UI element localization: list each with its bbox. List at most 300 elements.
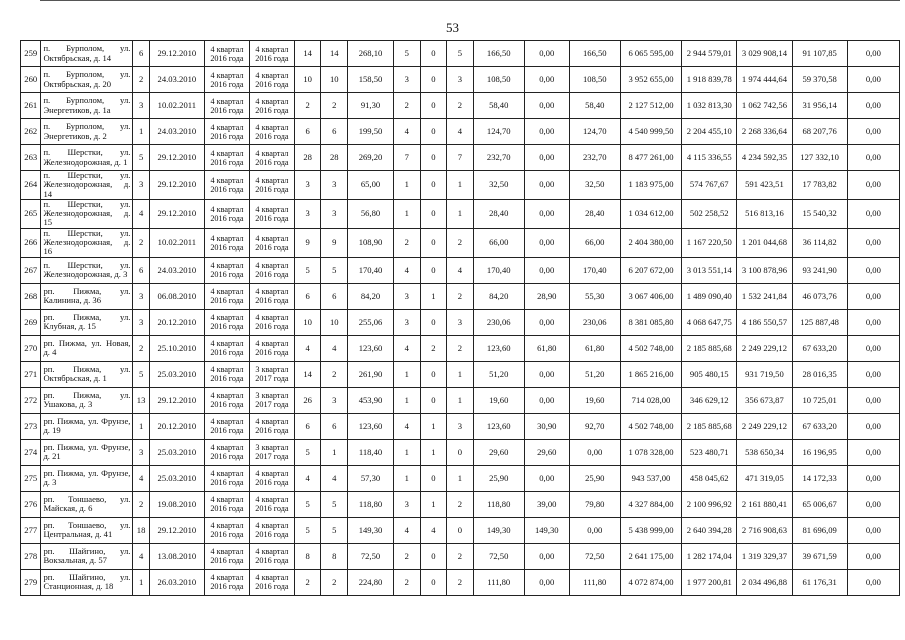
cell-row-number: 265 (21, 199, 41, 228)
cell-quarter-start: 4 квартал 2016 года (204, 439, 249, 465)
cell-rooms-total: 2 (394, 228, 421, 257)
cell-rooms-a: 0 (420, 465, 447, 491)
cell-area-a: 0,00 (524, 228, 569, 257)
cell-fund-source-1: 1 918 839,78 (682, 67, 737, 93)
cell-area-total: 57,30 (348, 465, 394, 491)
cell-date: 24.03.2010 (149, 119, 204, 145)
cell-area-relocated: 166,50 (473, 41, 524, 67)
cell-rooms-total: 4 (394, 517, 421, 543)
cell-rooms-total: 1 (394, 199, 421, 228)
cell-fund-source-3: 81 696,09 (792, 517, 847, 543)
cell-date: 24.03.2010 (149, 257, 204, 283)
cell-fund-source-2: 2 249 229,12 (737, 335, 792, 361)
cell-residents-total: 4 (294, 335, 321, 361)
cell-rooms-b: 2 (447, 543, 474, 569)
cell-cost-total: 6 065 595,00 (620, 41, 681, 67)
cell-address: рп. Тоншаево, ул. Майская, д. 6 (41, 491, 133, 517)
cell-residents-relocated: 28 (321, 145, 348, 171)
cell-cost-total: 2 127 512,00 (620, 93, 681, 119)
cell-area-a: 29,60 (524, 439, 569, 465)
cell-rooms-a: 0 (420, 361, 447, 387)
cell-area-a: 149,30 (524, 517, 569, 543)
cell-residents-total: 5 (294, 257, 321, 283)
cell-rooms-a: 0 (420, 387, 447, 413)
cell-fund-source-2: 3 100 878,96 (737, 257, 792, 283)
cell-row-number: 271 (21, 361, 41, 387)
cell-rooms-b: 7 (447, 145, 474, 171)
table-row (21, 309, 900, 335)
cell-cost-total: 4 502 748,00 (620, 335, 681, 361)
cell-house-count: 3 (133, 439, 149, 465)
cell-area-b: 170,40 (569, 257, 620, 283)
cell-quarter-end: 4 квартал 2016 года (249, 543, 294, 569)
cell-area-b: 0,00 (569, 439, 620, 465)
cell-date: 29.12.2010 (149, 145, 204, 171)
cell-house-count: 3 (133, 309, 149, 335)
cell-rooms-b: 5 (447, 41, 474, 67)
cell-fund-source-4: 0,00 (847, 41, 899, 67)
cell-fund-source-3: 68 207,76 (792, 119, 847, 145)
cell-residents-total: 3 (294, 199, 321, 228)
cell-date: 20.12.2010 (149, 413, 204, 439)
cell-fund-source-2: 471 319,05 (737, 465, 792, 491)
cell-rooms-total: 3 (394, 283, 421, 309)
table-row (21, 119, 900, 145)
cell-fund-source-3: 10 725,01 (792, 387, 847, 413)
cell-area-b: 61,80 (569, 335, 620, 361)
cell-fund-source-4: 0,00 (847, 335, 899, 361)
cell-fund-source-1: 4 068 647,75 (682, 309, 737, 335)
cell-cost-total: 6 207 672,00 (620, 257, 681, 283)
table-row (21, 517, 900, 543)
cell-cost-total: 4 072 874,00 (620, 569, 681, 595)
cell-area-total: 149,30 (348, 517, 394, 543)
cell-quarter-end: 4 квартал 2016 года (249, 335, 294, 361)
cell-address: рп. Пижма, ул. Ушакова, д. 3 (41, 387, 133, 413)
cell-fund-source-3: 59 370,58 (792, 67, 847, 93)
cell-quarter-end: 3 квартал 2017 года (249, 387, 294, 413)
cell-date: 06.08.2010 (149, 283, 204, 309)
cell-rooms-total: 3 (394, 67, 421, 93)
cell-fund-source-2: 591 423,51 (737, 171, 792, 200)
cell-fund-source-4: 0,00 (847, 283, 899, 309)
cell-house-count: 1 (133, 119, 149, 145)
cell-area-relocated: 29,60 (473, 439, 524, 465)
cell-quarter-start: 4 квартал 2016 года (204, 257, 249, 283)
cell-residents-total: 6 (294, 283, 321, 309)
cell-residents-total: 28 (294, 145, 321, 171)
cell-rooms-total: 1 (394, 387, 421, 413)
cell-rooms-a: 1 (420, 491, 447, 517)
cell-rooms-b: 4 (447, 257, 474, 283)
cell-fund-source-2: 516 813,16 (737, 199, 792, 228)
cell-area-b: 0,00 (569, 517, 620, 543)
cell-area-relocated: 32,50 (473, 171, 524, 200)
cell-quarter-start: 4 квартал 2016 года (204, 119, 249, 145)
cell-quarter-end: 4 квартал 2016 года (249, 569, 294, 595)
cell-rooms-b: 1 (447, 361, 474, 387)
cell-fund-source-3: 15 540,32 (792, 199, 847, 228)
cell-quarter-start: 4 квартал 2016 года (204, 309, 249, 335)
cell-area-relocated: 123,60 (473, 335, 524, 361)
cell-quarter-end: 3 квартал 2017 года (249, 439, 294, 465)
cell-rooms-b: 0 (447, 439, 474, 465)
cell-fund-source-2: 1 201 044,68 (737, 228, 792, 257)
table-body (21, 41, 900, 596)
cell-fund-source-2: 2 161 880,41 (737, 491, 792, 517)
cell-cost-total: 4 540 999,50 (620, 119, 681, 145)
cell-area-relocated: 170,40 (473, 257, 524, 283)
cell-rooms-total: 3 (394, 309, 421, 335)
cell-area-total: 170,40 (348, 257, 394, 283)
cell-quarter-end: 3 квартал 2017 года (249, 361, 294, 387)
table-row (21, 41, 900, 67)
cell-quarter-start: 4 квартал 2016 года (204, 41, 249, 67)
cell-cost-total: 1 183 975,00 (620, 171, 681, 200)
cell-row-number: 272 (21, 387, 41, 413)
table-row (21, 413, 900, 439)
cell-date: 25.10.2010 (149, 335, 204, 361)
cell-quarter-end: 4 квартал 2016 года (249, 257, 294, 283)
cell-address: рп. Шайгино, ул. Станционная, д. 18 (41, 569, 133, 595)
cell-area-relocated: 66,00 (473, 228, 524, 257)
cell-area-b: 32,50 (569, 171, 620, 200)
cell-rooms-a: 0 (420, 171, 447, 200)
cell-area-relocated: 58,40 (473, 93, 524, 119)
cell-area-relocated: 84,20 (473, 283, 524, 309)
cell-fund-source-4: 0,00 (847, 491, 899, 517)
cell-address: рп. Тоншаево, ул. Центральная, д. 41 (41, 517, 133, 543)
cell-fund-source-4: 0,00 (847, 119, 899, 145)
cell-area-b: 166,50 (569, 41, 620, 67)
cell-house-count: 1 (133, 569, 149, 595)
page-number: 53 (446, 20, 459, 35)
cell-row-number: 263 (21, 145, 41, 171)
cell-area-b: 92,70 (569, 413, 620, 439)
cell-house-count: 4 (133, 465, 149, 491)
cell-quarter-end: 4 квартал 2016 года (249, 145, 294, 171)
cell-rooms-b: 2 (447, 228, 474, 257)
cell-fund-source-4: 0,00 (847, 199, 899, 228)
cell-address: п. Бурполом, ул. Октябрьская, д. 14 (41, 41, 133, 67)
cell-quarter-end: 4 квартал 2016 года (249, 199, 294, 228)
table-row (21, 491, 900, 517)
cell-quarter-end: 4 квартал 2016 года (249, 309, 294, 335)
cell-row-number: 268 (21, 283, 41, 309)
cell-house-count: 4 (133, 199, 149, 228)
cell-fund-source-1: 905 480,15 (682, 361, 737, 387)
cell-date: 10.02.2011 (149, 228, 204, 257)
cell-rooms-b: 4 (447, 119, 474, 145)
cell-fund-source-3: 46 073,76 (792, 283, 847, 309)
cell-fund-source-4: 0,00 (847, 387, 899, 413)
cell-quarter-start: 4 квартал 2016 года (204, 387, 249, 413)
cell-rooms-total: 4 (394, 413, 421, 439)
cell-fund-source-4: 0,00 (847, 145, 899, 171)
cell-quarter-start: 4 квартал 2016 года (204, 199, 249, 228)
cell-area-total: 158,50 (348, 67, 394, 93)
cell-date: 10.02.2011 (149, 93, 204, 119)
cell-rooms-b: 3 (447, 413, 474, 439)
cell-address: рп. Пижма, ул. Фрунзе, д. 19 (41, 413, 133, 439)
cell-date: 20.12.2010 (149, 309, 204, 335)
cell-fund-source-2: 538 650,34 (737, 439, 792, 465)
cell-area-total: 108,90 (348, 228, 394, 257)
cell-area-relocated: 124,70 (473, 119, 524, 145)
cell-rooms-a: 0 (420, 257, 447, 283)
cell-house-count: 4 (133, 543, 149, 569)
cell-residents-relocated: 10 (321, 67, 348, 93)
cell-quarter-end: 4 квартал 2016 года (249, 491, 294, 517)
cell-quarter-start: 4 квартал 2016 года (204, 145, 249, 171)
cell-fund-source-1: 1 282 174,04 (682, 543, 737, 569)
cell-row-number: 279 (21, 569, 41, 595)
cell-residents-total: 2 (294, 93, 321, 119)
cell-fund-source-4: 0,00 (847, 517, 899, 543)
cell-area-total: 72,50 (348, 543, 394, 569)
cell-house-count: 2 (133, 491, 149, 517)
cell-area-a: 39,00 (524, 491, 569, 517)
cell-area-total: 453,90 (348, 387, 394, 413)
cell-fund-source-4: 0,00 (847, 257, 899, 283)
cell-residents-total: 10 (294, 309, 321, 335)
table-row (21, 67, 900, 93)
cell-fund-source-1: 574 767,67 (682, 171, 737, 200)
cell-rooms-a: 0 (420, 119, 447, 145)
cell-quarter-end: 4 квартал 2016 года (249, 465, 294, 491)
cell-address: рп. Пижма, ул. Клубная, д. 15 (41, 309, 133, 335)
cell-rooms-total: 3 (394, 491, 421, 517)
cell-area-total: 65,00 (348, 171, 394, 200)
cell-area-a: 0,00 (524, 257, 569, 283)
cell-fund-source-1: 458 045,62 (682, 465, 737, 491)
cell-fund-source-1: 2 185 885,68 (682, 413, 737, 439)
cell-residents-relocated: 3 (321, 387, 348, 413)
cell-date: 13.08.2010 (149, 543, 204, 569)
cell-fund-source-2: 1 532 241,84 (737, 283, 792, 309)
cell-fund-source-3: 127 332,10 (792, 145, 847, 171)
cell-residents-relocated: 4 (321, 465, 348, 491)
cell-area-total: 123,60 (348, 335, 394, 361)
cell-fund-source-3: 31 956,14 (792, 93, 847, 119)
cell-row-number: 275 (21, 465, 41, 491)
cell-rooms-a: 4 (420, 517, 447, 543)
cell-row-number: 273 (21, 413, 41, 439)
cell-area-b: 79,80 (569, 491, 620, 517)
cell-rooms-b: 2 (447, 335, 474, 361)
cell-residents-relocated: 10 (321, 309, 348, 335)
cell-area-a: 28,90 (524, 283, 569, 309)
cell-fund-source-4: 0,00 (847, 93, 899, 119)
cell-area-relocated: 118,80 (473, 491, 524, 517)
cell-fund-source-2: 2 249 229,12 (737, 413, 792, 439)
cell-fund-source-1: 1 489 090,40 (682, 283, 737, 309)
cell-residents-relocated: 1 (321, 439, 348, 465)
cell-date: 24.03.2010 (149, 67, 204, 93)
cell-fund-source-2: 1 974 444,64 (737, 67, 792, 93)
cell-cost-total: 943 537,00 (620, 465, 681, 491)
cell-rooms-b: 2 (447, 491, 474, 517)
cell-date: 25.03.2010 (149, 465, 204, 491)
cell-area-b: 28,40 (569, 199, 620, 228)
cell-cost-total: 3 952 655,00 (620, 67, 681, 93)
cell-residents-total: 14 (294, 41, 321, 67)
cell-row-number: 274 (21, 439, 41, 465)
cell-fund-source-3: 39 671,59 (792, 543, 847, 569)
cell-fund-source-4: 0,00 (847, 171, 899, 200)
cell-fund-source-3: 67 633,20 (792, 413, 847, 439)
cell-rooms-total: 4 (394, 335, 421, 361)
cell-house-count: 18 (133, 517, 149, 543)
cell-residents-relocated: 8 (321, 543, 348, 569)
cell-residents-relocated: 2 (321, 569, 348, 595)
cell-quarter-start: 4 квартал 2016 года (204, 361, 249, 387)
cell-fund-source-1: 346 629,12 (682, 387, 737, 413)
cell-area-b: 66,00 (569, 228, 620, 257)
cell-rooms-total: 2 (394, 569, 421, 595)
cell-row-number: 261 (21, 93, 41, 119)
cell-fund-source-2: 4 186 550,57 (737, 309, 792, 335)
cell-fund-source-1: 502 258,52 (682, 199, 737, 228)
cell-rooms-b: 3 (447, 309, 474, 335)
table-row (21, 569, 900, 595)
table-row (21, 335, 900, 361)
cell-area-b: 55,30 (569, 283, 620, 309)
cell-fund-source-2: 1 319 329,37 (737, 543, 792, 569)
cell-residents-relocated: 5 (321, 491, 348, 517)
cell-cost-total: 4 327 884,00 (620, 491, 681, 517)
cell-area-b: 108,50 (569, 67, 620, 93)
cell-area-relocated: 232,70 (473, 145, 524, 171)
cell-quarter-start: 4 квартал 2016 года (204, 491, 249, 517)
table-row (21, 387, 900, 413)
cell-area-a: 0,00 (524, 361, 569, 387)
cell-residents-total: 5 (294, 439, 321, 465)
cell-area-total: 269,20 (348, 145, 394, 171)
cell-fund-source-3: 36 114,82 (792, 228, 847, 257)
cell-quarter-start: 4 квартал 2016 года (204, 335, 249, 361)
table-row (21, 93, 900, 119)
cell-quarter-end: 4 квартал 2016 года (249, 67, 294, 93)
cell-quarter-end: 4 квартал 2016 года (249, 228, 294, 257)
cell-date: 29.12.2010 (149, 199, 204, 228)
cell-area-b: 230,06 (569, 309, 620, 335)
cell-cost-total: 2 404 380,00 (620, 228, 681, 257)
cell-rooms-total: 4 (394, 119, 421, 145)
cell-rooms-total: 5 (394, 41, 421, 67)
cell-address: рп. Пижма, ул. Фрунзе, д. 21 (41, 439, 133, 465)
cell-area-total: 255,06 (348, 309, 394, 335)
cell-cost-total: 8 381 085,80 (620, 309, 681, 335)
cell-date: 26.03.2010 (149, 569, 204, 595)
cell-fund-source-1: 3 013 551,14 (682, 257, 737, 283)
cell-rooms-a: 0 (420, 199, 447, 228)
cell-quarter-end: 4 квартал 2016 года (249, 41, 294, 67)
cell-area-a: 0,00 (524, 145, 569, 171)
cell-house-count: 3 (133, 283, 149, 309)
cell-residents-relocated: 2 (321, 93, 348, 119)
cell-area-total: 261,90 (348, 361, 394, 387)
housing-table (20, 40, 900, 596)
cell-residents-relocated: 3 (321, 199, 348, 228)
cell-fund-source-2: 1 062 742,56 (737, 93, 792, 119)
cell-area-a: 0,00 (524, 465, 569, 491)
cell-row-number: 260 (21, 67, 41, 93)
cell-rooms-a: 0 (420, 543, 447, 569)
cell-area-b: 72,50 (569, 543, 620, 569)
cell-address: рп. Шайгино, ул. Вокзальная, д. 57 (41, 543, 133, 569)
cell-fund-source-4: 0,00 (847, 309, 899, 335)
cell-rooms-total: 2 (394, 543, 421, 569)
cell-cost-total: 1 865 216,00 (620, 361, 681, 387)
cell-quarter-start: 4 квартал 2016 года (204, 465, 249, 491)
table-row (21, 439, 900, 465)
cell-fund-source-2: 4 234 592,35 (737, 145, 792, 171)
cell-rooms-a: 0 (420, 569, 447, 595)
cell-row-number: 262 (21, 119, 41, 145)
cell-residents-total: 4 (294, 465, 321, 491)
cell-house-count: 2 (133, 67, 149, 93)
cell-residents-relocated: 6 (321, 119, 348, 145)
cell-rooms-total: 1 (394, 171, 421, 200)
cell-fund-source-4: 0,00 (847, 465, 899, 491)
cell-area-a: 0,00 (524, 387, 569, 413)
table-row (21, 171, 900, 200)
cell-address: рп. Пижма, ул. Октябрьская, д. 1 (41, 361, 133, 387)
cell-fund-source-4: 0,00 (847, 543, 899, 569)
cell-quarter-start: 4 квартал 2016 года (204, 283, 249, 309)
cell-fund-source-2: 3 029 908,14 (737, 41, 792, 67)
cell-quarter-end: 4 квартал 2016 года (249, 171, 294, 200)
cell-fund-source-1: 4 115 336,55 (682, 145, 737, 171)
cell-area-a: 61,80 (524, 335, 569, 361)
cell-area-total: 224,80 (348, 569, 394, 595)
cell-residents-relocated: 4 (321, 335, 348, 361)
cell-row-number: 266 (21, 228, 41, 257)
cell-residents-total: 6 (294, 119, 321, 145)
cell-area-total: 118,40 (348, 439, 394, 465)
cell-area-total: 118,80 (348, 491, 394, 517)
cell-residents-relocated: 5 (321, 257, 348, 283)
cell-quarter-start: 4 квартал 2016 года (204, 93, 249, 119)
cell-cost-total: 5 438 999,00 (620, 517, 681, 543)
cell-area-relocated: 72,50 (473, 543, 524, 569)
cell-rooms-total: 1 (394, 465, 421, 491)
cell-area-a: 0,00 (524, 543, 569, 569)
cell-address: п. Шерстки, ул. Железнодорожная, д. 1 (41, 145, 133, 171)
cell-quarter-start: 4 квартал 2016 года (204, 413, 249, 439)
cell-house-count: 1 (133, 413, 149, 439)
cell-residents-total: 2 (294, 569, 321, 595)
cell-rooms-b: 1 (447, 387, 474, 413)
cell-rooms-b: 1 (447, 199, 474, 228)
cell-fund-source-3: 67 633,20 (792, 335, 847, 361)
cell-house-count: 13 (133, 387, 149, 413)
cell-address: п. Шерстки, ул. Железнодорожная, д. 15 (41, 199, 133, 228)
cell-area-a: 0,00 (524, 119, 569, 145)
cell-fund-source-4: 0,00 (847, 361, 899, 387)
cell-quarter-end: 4 квартал 2016 года (249, 119, 294, 145)
cell-area-b: 232,70 (569, 145, 620, 171)
cell-area-b: 25,90 (569, 465, 620, 491)
cell-quarter-start: 4 квартал 2016 года (204, 569, 249, 595)
cell-rooms-b: 2 (447, 569, 474, 595)
cell-fund-source-3: 65 006,67 (792, 491, 847, 517)
cell-rooms-total: 7 (394, 145, 421, 171)
cell-quarter-end: 4 квартал 2016 года (249, 283, 294, 309)
table-row (21, 361, 900, 387)
cell-area-a: 0,00 (524, 41, 569, 67)
